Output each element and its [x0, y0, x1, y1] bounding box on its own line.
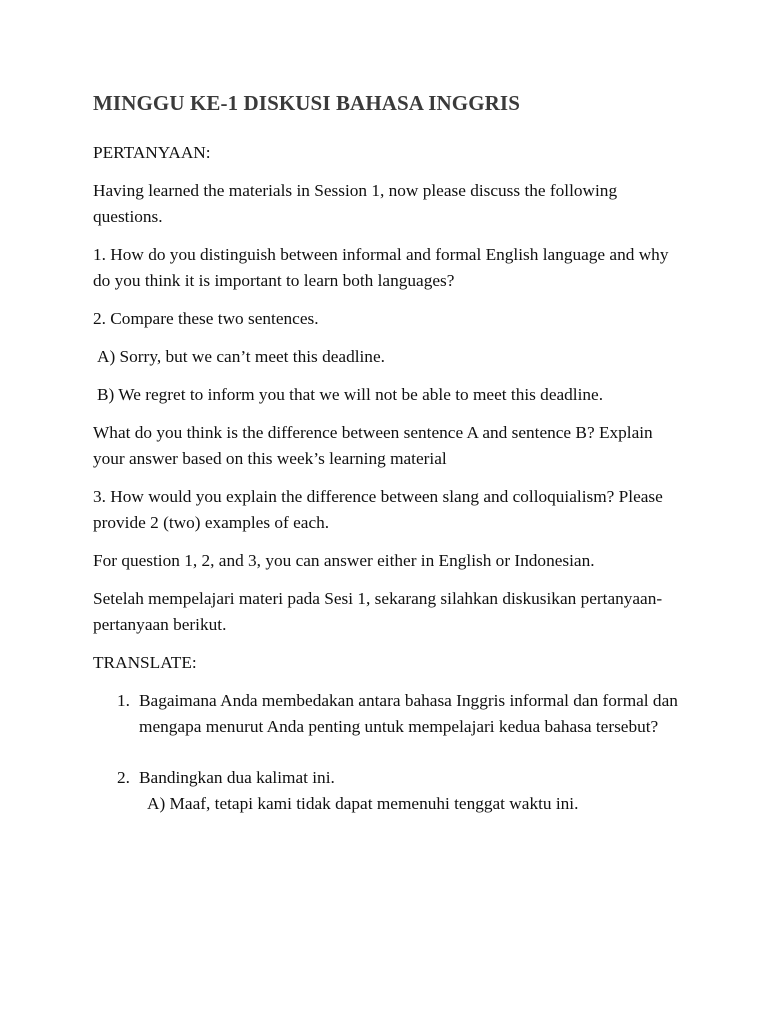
translate-list — [93, 688, 683, 817]
translate-item-1 — [93, 688, 683, 740]
list-number: 1. — [117, 691, 130, 710]
sentence-a: A) Sorry, but we can’t meet this deadline. — [97, 347, 385, 366]
question-1: 1. How do you distinguish between informal and formal English language and why do you think it is important to learn both languages? — [93, 245, 669, 290]
document-title: MINGGU KE-1 DISKUSI BAHASA INGGRIS — [93, 91, 520, 115]
list-item-text: Bandingkan dua kalimat ini. — [139, 768, 335, 787]
sentence-b: B) We regret to inform you that we will not be able to meet this deadline. — [97, 385, 604, 404]
intro-indonesian: Setelah mempelajari materi pada Sesi 1, sekarang silahkan diskusikan pertanyaan-pertanyaan berikut. — [93, 589, 663, 634]
question-3: 3. How would you explain the difference between slang and colloquialism? Please provide 2 (two) examples of each. — [93, 487, 663, 532]
language-note: For question 1, 2, and 3, you can answer either in English or Indonesian. — [93, 551, 595, 570]
translate-item-2 — [93, 765, 683, 817]
translate-section-label: TRANSLATE: — [93, 653, 197, 672]
question-section-label: PERTANYAAN: — [93, 143, 211, 162]
document-page — [93, 86, 683, 842]
list-item-subline: A) Maaf, tetapi kami tidak dapat memenuhi tenggat waktu ini. — [147, 794, 579, 813]
list-item-text: Bagaimana Anda membedakan antara bahasa Inggris informal dan formal dan mengapa menurut Anda penting untuk mempelajari kedua bahasa tersebut? — [139, 691, 678, 736]
intro-paragraph: Having learned the materials in Session 1, now please discuss the following questions. — [93, 181, 618, 226]
question-2-followup: What do you think is the difference between sentence A and sentence B? Explain your answer based on this week’s learning material — [93, 423, 653, 468]
list-number: 2. — [117, 768, 130, 787]
question-2: 2. Compare these two sentences. — [93, 309, 319, 328]
